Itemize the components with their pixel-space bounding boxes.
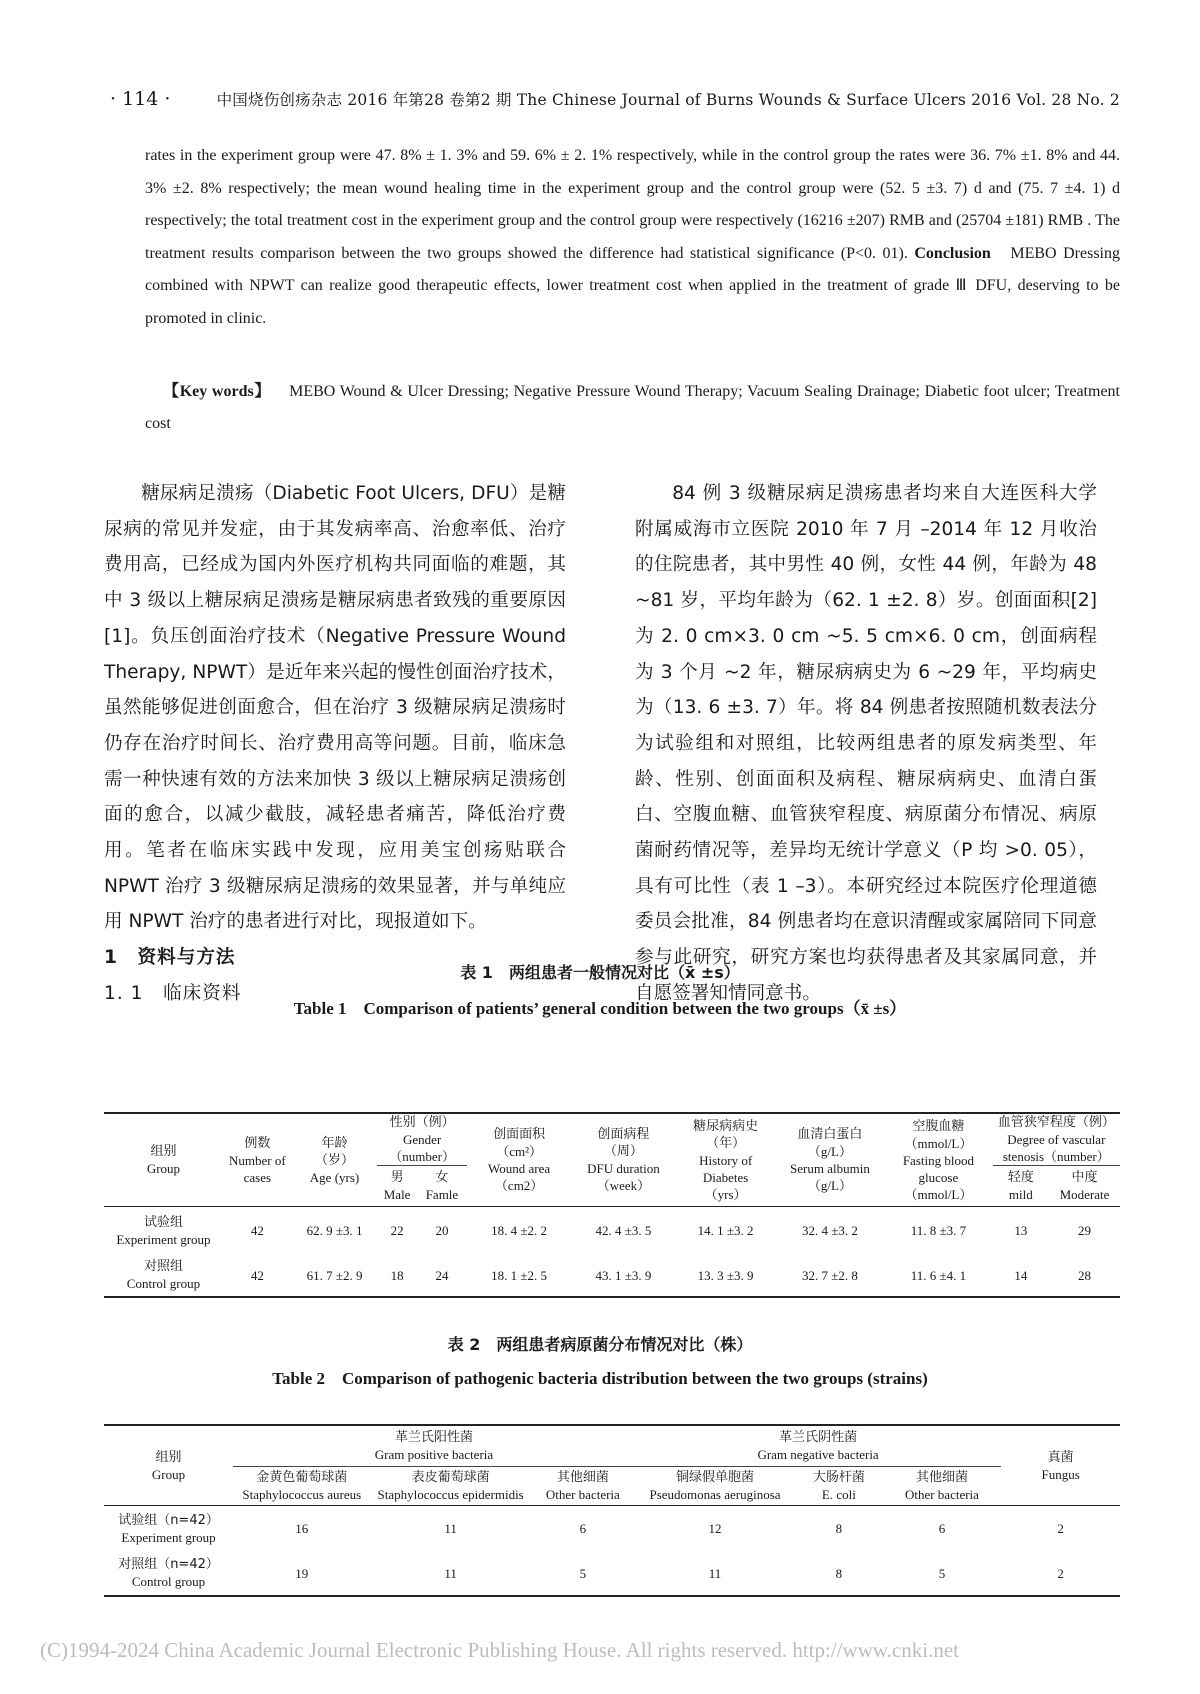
t2-h-pseudo: 铜绿假单胞菌 Pseudomonas aeruginosa [635, 1467, 795, 1506]
keywords-text: MEBO Wound & Ulcer Dressing; Negative Pressure Wound Therapy; Vacuum Sealing Drainage; Diabetic foot ulcer; Treatment cost [145, 383, 1120, 432]
t1-h-moderate: 中度 Moderate [1049, 1166, 1120, 1207]
clinical-data-paragraph: 84 例 3 级糖尿病足溃疡患者均来自大连医科大学附属威海市立医院 2010 年 7 月 –2014 年 12 月收治的住院患者，其中男性 40 例，女性 44 例，年龄为 48 ~81 岁，平均年龄为（62. 1 ±2. 8）岁。创面面积[2]为 2. 0 cm×3. 0 cm ~5. 5 cm×6. 0 cm，创面病程为 3 个月 ~2 年，糖尿病病史为 6 ~29 年，平均病史为（13. 6 ±3. 7）年。将 84 例患者按照随机数表法分为试验组和对照组，比较两组患者的原发病类型、年龄、性别、创面面积及病程、糖尿病病史、血清白蛋白、空腹血糖、血管狭窄程度、病原菌分布情况、病原菌耐药情况等，差异均无统计学意义（P 均 >0. 05），具有可比性（表 1 –3）。本研究经过本院医疗伦理道德委员会批准，84 例患者均在意识清醒或家属陪同下同意参与此研究，研究方案也均获得患者及其家属同意，并自愿签署知情同意书。 [635, 483, 1097, 1004]
table1-caption-cn: 表 1 两组患者一般情况对比（x̄ ±s） [460, 963, 740, 982]
section-heading-1: 1 资料与方法 [104, 947, 236, 969]
t2-h-gram-neg: 革兰氏阴性菌 Gram negative bacteria [635, 1425, 1001, 1467]
t1-h-male: 男 Male [377, 1166, 417, 1207]
t1-h-gender: 性别（例） Gender （number） [377, 1113, 467, 1166]
t1-h-mild: 轻度 mild [993, 1166, 1049, 1207]
t2-h-gram-pos: 革兰氏阳性菌 Gram positive bacteria [233, 1425, 635, 1467]
t1-h-cases: 例数 Number of cases [223, 1113, 292, 1207]
t1-h-group: 组别 Group [104, 1113, 223, 1207]
t1-h-albumin: 血清白蛋白 （g/L） Serum albumin （g/L） [776, 1113, 884, 1207]
keywords [145, 376, 1120, 440]
t2-h-fungus: 真菌 Fungus [1001, 1425, 1120, 1506]
t2-h-ecoli: 大肠杆菌 E. coli [795, 1467, 882, 1506]
abstract-text [145, 140, 1120, 335]
table2 [104, 1424, 1120, 1597]
body-left-column [104, 476, 566, 1012]
t1-h-area: 创面面积 （cm²） Wound area （cm2） [467, 1113, 571, 1207]
running-header [110, 88, 1120, 110]
t1-h-stenosis: 血管狭窄程度（例） Degree of vascular stenosis（number） [993, 1113, 1120, 1166]
table1 [104, 1112, 1120, 1298]
copyright-watermark: (C)1994-2024 China Academic Journal Electronic Publishing House. All rights reserved. http://www.cnki.net [40, 1638, 959, 1662]
t2-h-other-neg: 其他细菌 Other bacteria [883, 1467, 1002, 1506]
table-row: 试验组 Experiment group 42 62. 9 ±3. 1 22 20 18. 4 ±2. 2 42. 4 ±3. 5 14. 1 ±3. 2 32. 4 ±3. 2 11. 8 ±3. 7 13 29 [116, 1214, 1091, 1247]
t1-h-glucose: 空腹血糖 （mmol/L） Fasting blood glucose （mmol/L） [884, 1113, 992, 1207]
t1-h-female: 女 Famle [417, 1166, 467, 1207]
t2-h-staph-a: 金黄色葡萄球菌 Staphylococcus aureus [233, 1467, 370, 1506]
table2-caption-en: Table 2 Comparison of pathogenic bacteria distribution between the two groups (strains) [272, 1369, 928, 1388]
t2-h-staph-e: 表皮葡萄球菌 Staphylococcus epidermidis [370, 1467, 530, 1506]
page-number: · 114 · [110, 88, 171, 110]
t1-h-age: 年龄 （岁） Age (yrs) [292, 1113, 378, 1207]
t1-h-duration: 创面病程 （周） DFU duration （week） [571, 1113, 675, 1207]
abstract-p2: MEBO Dressing combined with NPWT can realize good therapeutic effects, lower treatment cost when applied in the treatment of grade Ⅲ DFU, deserving to be promoted in clinic. [145, 244, 1120, 327]
section-heading-1-1: 1. 1 临床资料 [104, 982, 242, 1004]
table2-caption-cn: 表 2 两组患者病原菌分布情况对比（株） [447, 1335, 753, 1354]
table-row: 对照组 Control group 42 61. 7 ±2. 9 18 24 18. 1 ±2. 5 43. 1 ±3. 9 13. 3 ±3. 9 32. 7 ±2. 8 11. 6 ±4. 1 14 28 [104, 1255, 1120, 1297]
t2-h-other-pos: 其他细菌 Other bacteria [531, 1467, 635, 1506]
table1-caption-en: Table 1 Comparison of patients’ general condition between the two groups（x̄ ±s） [293, 999, 907, 1018]
journal-title: 中国烧伤创疡杂志 2016 年第28 卷第2 期 The Chinese Journal of Burns Wounds & Surface Ulcers 2016 Vol. 28 No. 2 [216, 91, 1120, 109]
intro-paragraph: 糖尿病足溃疡（Diabetic Foot Ulcers, DFU）是糖尿病的常见并发症，由于其发病率高、治愈率低、治疗费用高，已经成为国内外医疗机构共同面临的难题，其中 3 级以上糖尿病足溃疡是糖尿病患者致残的重要原因[1]。负压创面治疗技术（Negative Pressure Wound Therapy, NPWT）是近年来兴起的慢性创面治疗技术，虽然能够促进创面愈合，但在治疗 3 级糖尿病足溃疡时仍存在治疗时间长、治疗费用高等问题。目前，临床急需一种快速有效的方法来加快 3 级以上糖尿病足溃疡创面的愈合，以减少截肢，减轻患者痛苦，降低治疗费用。笔者在临床实践中发现，应用美宝创疡贴联合 NPWT 治疗 3 级糖尿病足溃疡的效果显著，并与单纯应用 NPWT 治疗的患者进行对比，现报道如下。 [104, 483, 566, 933]
body-right-column [635, 476, 1097, 1012]
conclusion-label: Conclusion [914, 244, 991, 262]
abstract-p1: rates in the experiment group were 47. 8% ± 1. 3% and 59. 6% ± 2. 1% respectively, while in the control group the rates were 36. 7% ±1. 8% and 44. 3% ±2. 8% respectively; the mean wound healing time in the experiment group and the control group were (52. 5 ±3. 7) d and (75. 7 ±4. 1) d respectively; the total treatment cost in the experiment group and the control group were respectively (16216 ±207) RMB and (25704 ±181) RMB . The treatment results comparison between the two groups showed the difference had statistical significance (P<0. 01). [145, 147, 1120, 262]
t2-h-group: 组别 Group [104, 1425, 233, 1506]
table-row: 试验组（n=42） Experiment group 16 11 6 12 8 6 2 [118, 1512, 1064, 1545]
t1-h-history: 糖尿病病史 （年） History of Diabetes （yrs） [676, 1113, 776, 1207]
keywords-label: 【Key words】 [163, 383, 272, 400]
table-row: 对照组（n=42） Control group 19 11 5 11 8 5 2 [104, 1552, 1120, 1596]
